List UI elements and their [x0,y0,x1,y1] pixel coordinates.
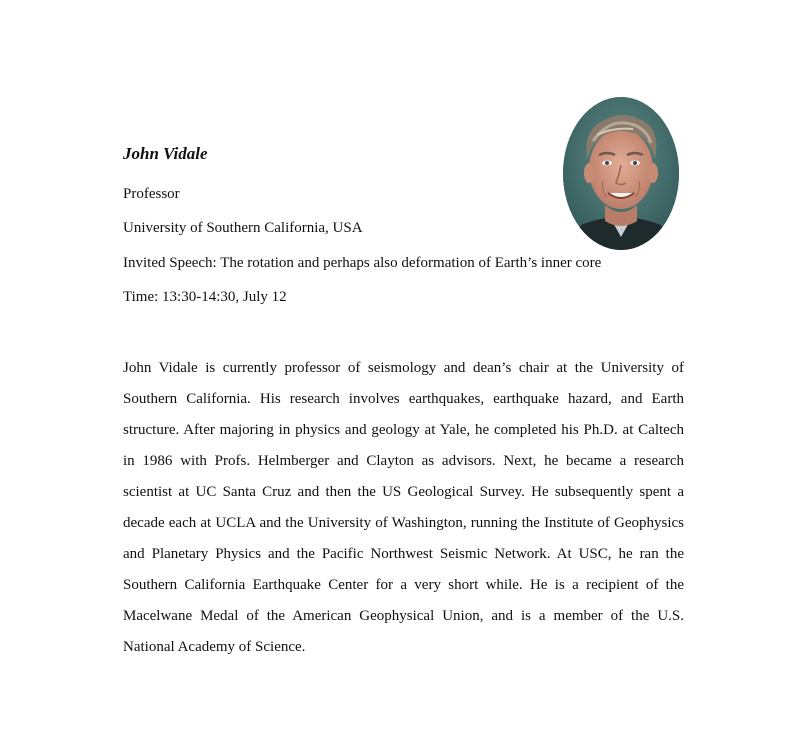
speaker-biography: John Vidale is currently professor of seismology and dean’s chair at the University of Southern California. His research involves earthquakes, earthquake hazard, and Earth structure. After majoring in physics and geology at Yale, he completed his Ph.D. at Caltech in 1986 with Profs. Helmberger and Clayton as advisors. Next, he became a research scientist at UC Santa Cruz and then the US Geological Survey. He subsequently spent a decade each at UCLA and the University of Washington, running the Institute of Geophysics and Planetary Physics and the Pacific Northwest Seismic Network. At USC, he ran the Southern California Earthquake Center for a very short while. He is a recipient of the Macelwane Medal of the American Geophysical Union, and is a member of the U.S. National Academy of Science. [123,360,684,655]
speech-title: Invited Speech: The rotation and perhaps also deformation of Earth’s inner core [123,255,602,271]
speaker-photo [563,97,679,250]
speaker-title: Professor [123,186,180,202]
speech-time: Time: 13:30-14:30, July 12 [123,289,287,305]
speaker-name: John Vidale [123,144,208,163]
speaker-affiliation: University of Southern California, USA [123,220,363,236]
